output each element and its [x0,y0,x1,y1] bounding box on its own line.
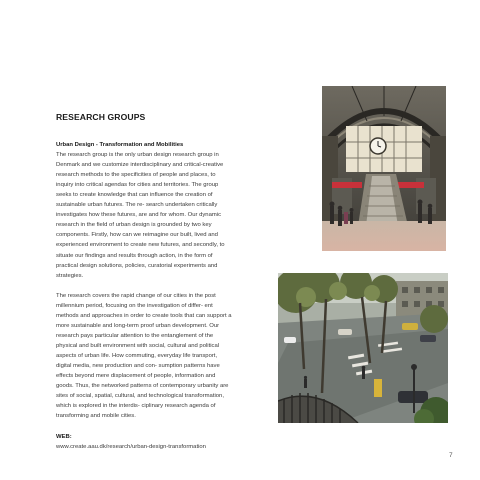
city-street-photo [278,273,448,423]
web-url: www.create.aau.dk/research/urban-design-transformation [56,444,206,451]
research-group-text [56,140,232,452]
group-description-paragraph-2: The research covers the rapid change of our cities in the post millennium period, focusing on the investigation of differ- ent methods and approaches in order to create tools that can support a more sustainable and long-term proof urban development. Our research pays particular attention to the entanglement of the physical and built environment with social, cultural and political aspects of urban life. How commuting, everyday life transport, digital media, new production and con- sumption patterns have effects beyond mere displacement of people, information and goods. Thus, the networked patterns of contemporary urbanity are sites of social, spatial, cultural, and technological transformation, which is explored in the interdis- ciplinary research agenda of transforming and mobile cities. [56,292,232,420]
group-name: Urban Design - Transformation and Mobilities [56,142,184,148]
section-title: RESEARCH GROUPS [56,112,146,122]
group-description-paragraph-1: The research group is the only urban design research group in Denmark and we customize interdisciplinary and critical-creative research methods to the specificities of people and places, to inquiry into critical agendas for cities and territories. The group seeks to create knowledge that can influence the creation of sustainable urban futures. The re- search undertaken critically investigates how these futures, are and for whom. Our dynamic research in the field of urban design is grounded by two key components. Firstly, how can we reimagine our built, lived and experienced environment to create new futures, and secondly, to situate our findings and results through action, in the form of practical design solutions, policies, curatorial experiments and strategies. [56,152,225,279]
web-block [56,432,232,452]
page-number: 7 [449,452,453,459]
web-label: WEB: [56,434,72,441]
train-station-photo [322,86,446,251]
